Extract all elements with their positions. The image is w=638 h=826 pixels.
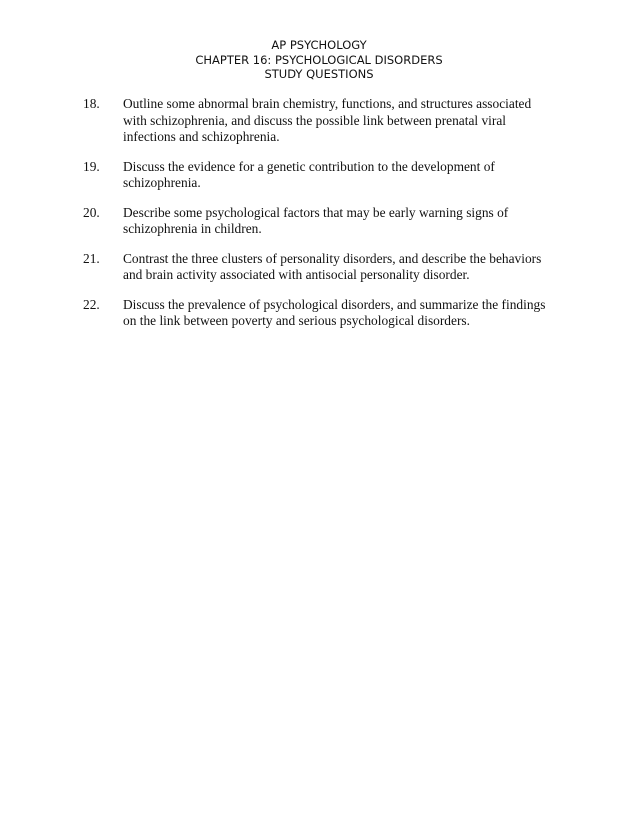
question-text: Contrast the three clusters of personality disorders, and describe the behaviors and brain activity associated with antisocial personality disorder. [123, 250, 542, 282]
question-number: 20. [83, 204, 100, 220]
question-text: Discuss the prevalence of psychological disorders, and summarize the findings on the link between poverty and serious psychological disorders. [123, 296, 546, 328]
question-number: 22. [83, 296, 100, 312]
question-text: Outline some abnormal brain chemistry, functions, and structures associated with schizophrenia, and discuss the possible link between prenatal viral infections and schizophrenia. [123, 96, 532, 144]
question-number: 21. [83, 250, 100, 266]
question-item [83, 205, 553, 238]
question-text: Describe some psychological factors that may be early warning signs of schizophrenia in children. [123, 204, 509, 236]
question-item [83, 96, 553, 146]
question-item [83, 159, 553, 192]
question-text: Discuss the evidence for a genetic contribution to the development of schizophrenia. [123, 158, 495, 190]
question-number: 19. [83, 158, 100, 174]
course-title: AP PSYCHOLOGY [271, 38, 367, 52]
question-list [83, 96, 553, 343]
document-header [0, 38, 638, 82]
question-item [83, 251, 553, 284]
section-title: STUDY QUESTIONS [264, 67, 374, 81]
question-number: 18. [83, 96, 100, 111]
question-item [83, 297, 553, 330]
chapter-title: CHAPTER 16: PSYCHOLOGICAL DISORDERS [195, 52, 443, 67]
